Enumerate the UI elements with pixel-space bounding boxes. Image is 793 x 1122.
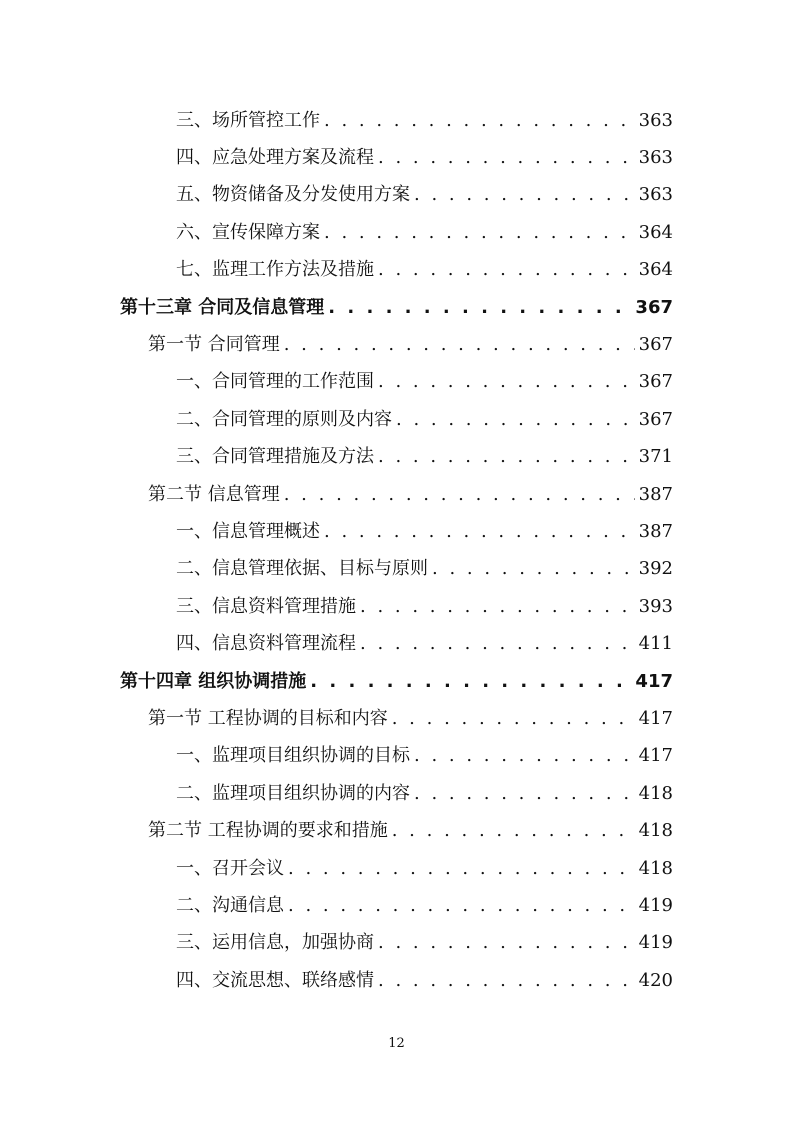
page-number: 12: [388, 1036, 405, 1051]
toc-entry-title: 三、运用信息，加强协商: [176, 932, 374, 954]
toc-entry: [176, 143, 673, 169]
toc-item-row[interactable]: [0, 549, 793, 586]
toc-item-row[interactable]: [0, 960, 793, 997]
toc-entry-title: 第一节 合同管理: [148, 334, 280, 356]
toc-entry-page: 417: [635, 670, 673, 692]
toc-item-row[interactable]: [0, 736, 793, 773]
toc-entry-title: 二、信息管理依据、目标与原则: [176, 558, 428, 580]
toc-dot-leader: [392, 820, 635, 841]
toc-entry-page: 367: [638, 408, 673, 430]
toc-entry: [176, 629, 673, 655]
toc-entry-title: 四、交流思想、联络感情: [176, 969, 374, 991]
toc-entry-title: 第二节 信息管理: [148, 483, 280, 505]
toc-item-row[interactable]: [0, 362, 793, 399]
toc-entry: [176, 554, 673, 580]
toc-entry: [176, 367, 673, 393]
toc-entry: [176, 854, 673, 880]
toc-dot-leader: [288, 895, 635, 916]
toc-entry-title: 第十三章 合同及信息管理: [120, 296, 325, 318]
toc-entry: [176, 928, 673, 954]
toc-item-row[interactable]: [0, 137, 793, 174]
toc-item-row[interactable]: [0, 100, 793, 137]
toc-entry: [176, 106, 673, 132]
toc-item-row[interactable]: [0, 848, 793, 885]
toc-item-row[interactable]: [0, 437, 793, 474]
toc-entry-page: 419: [638, 894, 673, 916]
table-of-contents: [0, 100, 793, 997]
toc-entry-title: 三、信息资料管理措施: [176, 595, 356, 617]
toc-entry-title: 三、合同管理措施及方法: [176, 446, 374, 468]
toc-dot-leader: [396, 409, 635, 430]
toc-item-row[interactable]: [0, 511, 793, 548]
toc-entry-page: 419: [638, 932, 673, 954]
toc-chapter-row[interactable]: [0, 661, 793, 698]
toc-dot-leader: [324, 110, 635, 131]
toc-entry: [120, 293, 673, 319]
toc-entry-title: 二、监理项目组织协调的内容: [176, 782, 410, 804]
toc-dot-leader: [378, 932, 635, 953]
toc-dot-leader: [378, 446, 635, 467]
toc-dot-leader: [378, 259, 635, 280]
toc-entry-title: 第二节 工程协调的要求和措施: [148, 820, 388, 842]
toc-dot-leader: [324, 521, 635, 542]
toc-section-row[interactable]: [0, 698, 793, 735]
toc-entry-page: 363: [638, 147, 673, 169]
toc-entry: [176, 741, 673, 767]
toc-entry: [148, 816, 673, 842]
toc-entry-page: 417: [638, 745, 673, 767]
toc-section-row[interactable]: [0, 474, 793, 511]
toc-entry-title: 三、场所管控工作: [176, 109, 320, 131]
toc-entry: [120, 667, 673, 693]
toc-entry-title: 二、沟通信息: [176, 894, 284, 916]
toc-item-row[interactable]: [0, 773, 793, 810]
toc-item-row[interactable]: [0, 586, 793, 623]
toc-chapter-row[interactable]: [0, 287, 793, 324]
toc-entry: [176, 218, 673, 244]
toc-entry-page: 387: [638, 520, 673, 542]
toc-item-row[interactable]: [0, 250, 793, 287]
toc-entry: [176, 891, 673, 917]
toc-entry-page: 418: [638, 820, 673, 842]
toc-entry: [176, 442, 673, 468]
toc-section-row[interactable]: [0, 324, 793, 361]
toc-dot-leader: [414, 745, 635, 766]
toc-dot-leader: [328, 297, 631, 318]
toc-item-row[interactable]: [0, 623, 793, 660]
toc-entry: [176, 779, 673, 805]
toc-entry-title: 一、信息管理概述: [176, 520, 320, 542]
toc-entry: [176, 405, 673, 431]
toc-item-row[interactable]: [0, 212, 793, 249]
toc-entry-page: 363: [638, 109, 673, 131]
toc-entry: [176, 592, 673, 618]
toc-entry: [148, 330, 673, 356]
toc-entry-page: 363: [638, 184, 673, 206]
toc-entry: [148, 480, 673, 506]
toc-dot-leader: [378, 147, 635, 168]
toc-entry-title: 六、宣传保障方案: [176, 221, 320, 243]
toc-entry-page: 411: [638, 633, 673, 655]
toc-item-row[interactable]: [0, 923, 793, 960]
toc-dot-leader: [360, 596, 635, 617]
toc-entry-title: 第十四章 组织协调措施: [120, 670, 307, 692]
toc-item-row[interactable]: [0, 399, 793, 436]
toc-entry-title: 二、合同管理的原则及内容: [176, 408, 392, 430]
toc-entry: [176, 255, 673, 281]
toc-entry-page: 393: [638, 595, 673, 617]
toc-entry: [176, 517, 673, 543]
toc-entry-title: 一、合同管理的工作范围: [176, 371, 374, 393]
toc-entry-page: 387: [638, 483, 673, 505]
toc-dot-leader: [414, 184, 635, 205]
toc-dot-leader: [310, 671, 631, 692]
toc-entry-page: 417: [638, 707, 673, 729]
toc-dot-leader: [288, 858, 635, 879]
toc-entry-page: 418: [638, 782, 673, 804]
toc-entry-title: 七、监理工作方法及措施: [176, 259, 374, 281]
toc-entry-page: 364: [638, 221, 673, 243]
toc-entry-page: 367: [635, 296, 673, 318]
toc-dot-leader: [324, 222, 635, 243]
toc-entry-page: 392: [638, 558, 673, 580]
toc-entry-title: 五、物资储备及分发使用方案: [176, 184, 410, 206]
toc-item-row[interactable]: [0, 175, 793, 212]
toc-dot-leader: [284, 484, 635, 505]
toc-dot-leader: [360, 633, 635, 654]
toc-dot-leader: [432, 558, 635, 579]
toc-entry-page: 367: [638, 334, 673, 356]
toc-entry-page: 364: [638, 259, 673, 281]
toc-entry-page: 420: [638, 969, 673, 991]
toc-section-row[interactable]: [0, 810, 793, 847]
toc-entry-title: 一、召开会议: [176, 857, 284, 879]
toc-dot-leader: [284, 334, 635, 355]
toc-entry-page: 418: [638, 857, 673, 879]
toc-entry-page: 371: [638, 446, 673, 468]
toc-entry-page: 367: [638, 371, 673, 393]
toc-entry: [176, 966, 673, 992]
toc-entry-title: 四、信息资料管理流程: [176, 633, 356, 655]
toc-entry: [176, 180, 673, 206]
toc-entry-title: 第一节 工程协调的目标和内容: [148, 707, 388, 729]
toc-dot-leader: [414, 783, 635, 804]
toc-dot-leader: [392, 708, 635, 729]
toc-dot-leader: [378, 371, 635, 392]
toc-entry-title: 四、应急处理方案及流程: [176, 147, 374, 169]
toc-dot-leader: [378, 970, 635, 991]
toc-item-row[interactable]: [0, 885, 793, 922]
toc-entry-title: 一、监理项目组织协调的目标: [176, 745, 410, 767]
toc-entry: [148, 704, 673, 730]
